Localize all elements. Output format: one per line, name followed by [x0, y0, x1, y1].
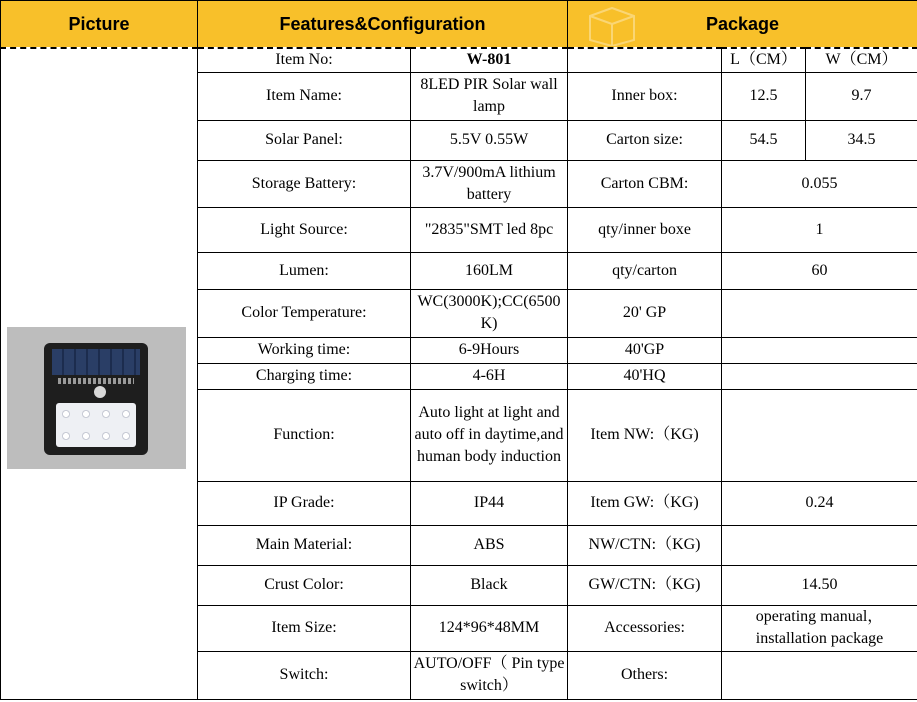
pir-sensor-graphic: [94, 386, 106, 398]
feature-label: Crust Color:: [198, 565, 411, 605]
package-label: GW/CTN:（KG): [568, 565, 722, 605]
package-label: 40'GP: [568, 337, 722, 363]
package-value: 0.055: [722, 160, 917, 207]
feature-label: Function:: [198, 389, 411, 481]
feature-label: Item Size:: [198, 605, 411, 651]
package-label: 20' GP: [568, 289, 722, 337]
feature-value: 3.7V/900mA lithium battery: [411, 160, 568, 207]
led-array-graphic: [56, 403, 136, 447]
feature-value: IP44: [411, 481, 568, 525]
table-row: [1, 48, 917, 72]
feature-label: Storage Battery:: [198, 160, 411, 207]
package-label: Item NW:（KG): [568, 389, 722, 481]
package-value: 54.5: [722, 120, 806, 160]
feature-value: AUTO/OFF（ Pin type switch）: [411, 651, 568, 699]
item-no-value: W-801: [411, 48, 568, 72]
package-value: 60: [722, 252, 917, 289]
package-label: qty/inner boxe: [568, 207, 722, 252]
feature-value: Black: [411, 565, 568, 605]
package-value: [722, 651, 917, 699]
feature-value: 5.5V 0.55W: [411, 120, 568, 160]
package-value: operating manual，installation package: [722, 605, 917, 651]
package-label: Inner box:: [568, 72, 722, 120]
package-value: 9.7: [806, 72, 917, 120]
feature-label: Item Name:: [198, 72, 411, 120]
package-label: Others:: [568, 651, 722, 699]
feature-value: 160LM: [411, 252, 568, 289]
feature-value: ABS: [411, 525, 568, 565]
package-value: [722, 337, 917, 363]
feature-value: 8LED PIR Solar wall lamp: [411, 72, 568, 120]
feature-value: 4-6H: [411, 363, 568, 389]
feature-value: WC(3000K);CC(6500K): [411, 289, 568, 337]
product-photo: [7, 327, 186, 469]
empty-cell: [568, 48, 722, 72]
package-header: Package: [568, 1, 917, 49]
feature-value: "2835"SMT led 8pc: [411, 207, 568, 252]
package-label: NW/CTN:（KG): [568, 525, 722, 565]
width-header: W（CM）: [806, 48, 917, 72]
feature-label: IP Grade:: [198, 481, 411, 525]
feature-value: Auto light at light and auto off in daytime,and human body induction: [411, 389, 568, 481]
picture-cell: [1, 48, 198, 699]
package-label: 40'HQ: [568, 363, 722, 389]
feature-label: Color Temperature:: [198, 289, 411, 337]
package-label: Item GW:（KG): [568, 481, 722, 525]
package-value: [722, 289, 917, 337]
package-label: Accessories:: [568, 605, 722, 651]
lamp-label-graphic: [58, 378, 134, 384]
picture-header: Picture: [1, 1, 198, 49]
feature-label: Lumen:: [198, 252, 411, 289]
feature-value: 6-9Hours: [411, 337, 568, 363]
feature-label: Charging time:: [198, 363, 411, 389]
feature-value: 124*96*48MM: [411, 605, 568, 651]
package-value: 1: [722, 207, 917, 252]
solar-lamp-image: [44, 343, 148, 455]
package-label: qty/carton: [568, 252, 722, 289]
header-row: [1, 1, 917, 49]
package-value: 0.24: [722, 481, 917, 525]
package-value: [722, 389, 917, 481]
solar-panel-graphic: [52, 349, 140, 375]
feature-label: Main Material:: [198, 525, 411, 565]
package-value: [722, 525, 917, 565]
package-label: Carton CBM:: [568, 160, 722, 207]
feature-label: Light Source:: [198, 207, 411, 252]
package-value: 34.5: [806, 120, 917, 160]
feature-label: Working time:: [198, 337, 411, 363]
feature-label: Solar Panel:: [198, 120, 411, 160]
feature-label: Switch:: [198, 651, 411, 699]
length-header: L（CM）: [722, 48, 806, 72]
package-value: [722, 363, 917, 389]
package-value: 12.5: [722, 72, 806, 120]
package-value: 14.50: [722, 565, 917, 605]
item-no-label: Item No:: [198, 48, 411, 72]
package-box-icon: [584, 2, 640, 46]
features-header: Features&Configuration: [198, 1, 568, 49]
package-label: Carton size:: [568, 120, 722, 160]
